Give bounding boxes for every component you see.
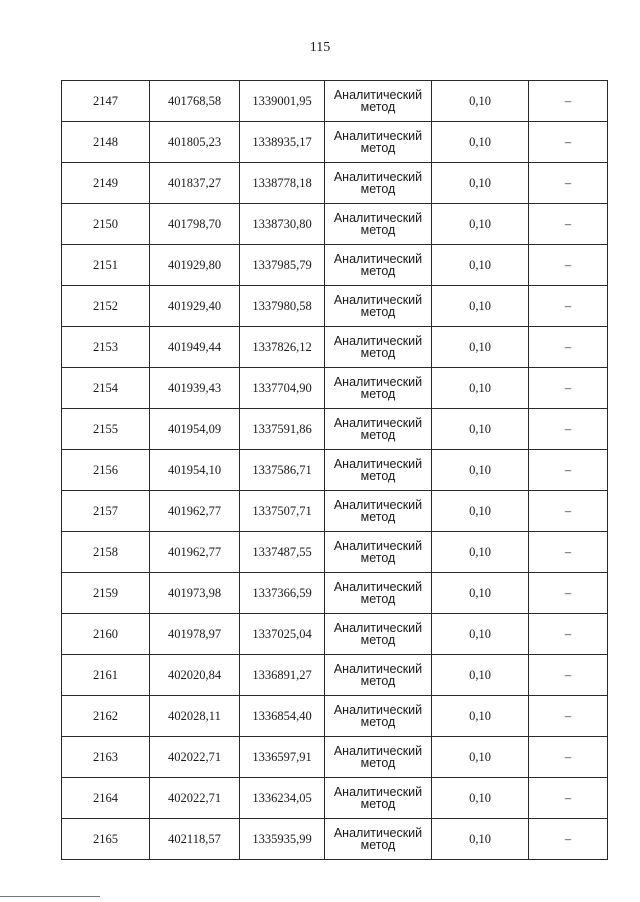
table-row bbox=[62, 409, 608, 450]
method-cell bbox=[325, 573, 432, 614]
y-coordinate-cell: 1336891,27 bbox=[240, 655, 325, 696]
table-row bbox=[62, 245, 608, 286]
method-label-line1: Аналитический bbox=[333, 784, 423, 799]
error-cell: 0,10 bbox=[432, 245, 529, 286]
table-row bbox=[62, 655, 608, 696]
y-coordinate-cell: 1336854,40 bbox=[240, 696, 325, 737]
y-coordinate-cell: 1337980,58 bbox=[240, 286, 325, 327]
method-cell bbox=[325, 368, 432, 409]
point-number-cell: 2162 bbox=[62, 696, 150, 737]
error-cell: 0,10 bbox=[432, 286, 529, 327]
y-coordinate-cell: 1337586,71 bbox=[240, 450, 325, 491]
x-coordinate-cell: 401837,27 bbox=[150, 163, 240, 204]
dash-cell: – bbox=[529, 245, 608, 286]
method-label-line1: Аналитический bbox=[333, 333, 423, 348]
point-number-cell: 2151 bbox=[62, 245, 150, 286]
table-row bbox=[62, 122, 608, 163]
dash-cell: – bbox=[529, 491, 608, 532]
error-cell: 0,10 bbox=[432, 491, 529, 532]
method-cell bbox=[325, 696, 432, 737]
x-coordinate-cell: 401768,58 bbox=[150, 81, 240, 122]
table-row bbox=[62, 204, 608, 245]
point-number-cell: 2163 bbox=[62, 737, 150, 778]
y-coordinate-cell: 1339001,95 bbox=[240, 81, 325, 122]
x-coordinate-cell: 401954,10 bbox=[150, 450, 240, 491]
method-cell bbox=[325, 327, 432, 368]
x-coordinate-cell: 401978,97 bbox=[150, 614, 240, 655]
method-cell bbox=[325, 163, 432, 204]
point-number-cell: 2152 bbox=[62, 286, 150, 327]
error-cell: 0,10 bbox=[432, 573, 529, 614]
table-row bbox=[62, 573, 608, 614]
method-label-line1: Аналитический bbox=[333, 374, 423, 389]
y-coordinate-cell: 1338730,80 bbox=[240, 204, 325, 245]
error-cell: 0,10 bbox=[432, 122, 529, 163]
method-label-line1: Аналитический bbox=[333, 251, 423, 266]
dash-cell: – bbox=[529, 286, 608, 327]
method-label-line1: Аналитический bbox=[333, 743, 423, 758]
point-number-cell: 2153 bbox=[62, 327, 150, 368]
method-label-line2: метод bbox=[360, 264, 396, 278]
method-label-line2: метод bbox=[360, 838, 396, 852]
table-row bbox=[62, 81, 608, 122]
method-label-line2: метод bbox=[360, 387, 396, 401]
method-cell bbox=[325, 532, 432, 573]
dash-cell: – bbox=[529, 614, 608, 655]
method-cell bbox=[325, 450, 432, 491]
point-number-cell: 2154 bbox=[62, 368, 150, 409]
method-label-line1: Аналитический bbox=[333, 415, 423, 430]
y-coordinate-cell: 1337985,79 bbox=[240, 245, 325, 286]
error-cell: 0,10 bbox=[432, 450, 529, 491]
method-label-line2: метод bbox=[360, 346, 396, 360]
x-coordinate-cell: 402022,71 bbox=[150, 737, 240, 778]
method-cell bbox=[325, 409, 432, 450]
dash-cell: – bbox=[529, 163, 608, 204]
method-cell bbox=[325, 819, 432, 860]
method-label-line2: метод bbox=[360, 305, 396, 319]
method-label-line1: Аналитический bbox=[333, 292, 423, 307]
y-coordinate-cell: 1336234,05 bbox=[240, 778, 325, 819]
method-label-line1: Аналитический bbox=[333, 538, 423, 553]
x-coordinate-cell: 401939,43 bbox=[150, 368, 240, 409]
method-label-line2: метод bbox=[360, 141, 396, 155]
y-coordinate-cell: 1337591,86 bbox=[240, 409, 325, 450]
y-coordinate-cell: 1337507,71 bbox=[240, 491, 325, 532]
method-label-line2: метод bbox=[360, 428, 396, 442]
method-cell bbox=[325, 778, 432, 819]
method-cell bbox=[325, 737, 432, 778]
x-coordinate-cell: 401962,77 bbox=[150, 532, 240, 573]
table-row bbox=[62, 614, 608, 655]
y-coordinate-cell: 1335935,99 bbox=[240, 819, 325, 860]
x-coordinate-cell: 401949,44 bbox=[150, 327, 240, 368]
table-row bbox=[62, 778, 608, 819]
point-number-cell: 2159 bbox=[62, 573, 150, 614]
method-cell bbox=[325, 655, 432, 696]
y-coordinate-cell: 1338935,17 bbox=[240, 122, 325, 163]
table-row bbox=[62, 491, 608, 532]
error-cell: 0,10 bbox=[432, 819, 529, 860]
method-label-line1: Аналитический bbox=[333, 210, 423, 225]
point-number-cell: 2150 bbox=[62, 204, 150, 245]
method-label-line2: метод bbox=[360, 715, 396, 729]
dash-cell: – bbox=[529, 696, 608, 737]
y-coordinate-cell: 1337025,04 bbox=[240, 614, 325, 655]
table-row bbox=[62, 696, 608, 737]
method-cell bbox=[325, 81, 432, 122]
point-number-cell: 2160 bbox=[62, 614, 150, 655]
table-row bbox=[62, 327, 608, 368]
error-cell: 0,10 bbox=[432, 737, 529, 778]
point-number-cell: 2156 bbox=[62, 450, 150, 491]
point-number-cell: 2149 bbox=[62, 163, 150, 204]
method-cell bbox=[325, 614, 432, 655]
error-cell: 0,10 bbox=[432, 778, 529, 819]
method-cell bbox=[325, 204, 432, 245]
method-cell bbox=[325, 122, 432, 163]
error-cell: 0,10 bbox=[432, 655, 529, 696]
error-cell: 0,10 bbox=[432, 696, 529, 737]
x-coordinate-cell: 401973,98 bbox=[150, 573, 240, 614]
method-label-line2: метод bbox=[360, 592, 396, 606]
point-number-cell: 2147 bbox=[62, 81, 150, 122]
method-label-line2: метод bbox=[360, 797, 396, 811]
y-coordinate-cell: 1336597,91 bbox=[240, 737, 325, 778]
method-cell bbox=[325, 245, 432, 286]
method-label-line1: Аналитический bbox=[333, 579, 423, 594]
method-cell bbox=[325, 491, 432, 532]
error-cell: 0,10 bbox=[432, 81, 529, 122]
x-coordinate-cell: 401929,40 bbox=[150, 286, 240, 327]
page-number: 115 bbox=[309, 40, 331, 55]
error-cell: 0,10 bbox=[432, 532, 529, 573]
x-coordinate-cell: 401929,80 bbox=[150, 245, 240, 286]
dash-cell: – bbox=[529, 819, 608, 860]
point-number-cell: 2157 bbox=[62, 491, 150, 532]
x-coordinate-cell: 402022,71 bbox=[150, 778, 240, 819]
method-label-line1: Аналитический bbox=[333, 497, 423, 512]
table-row bbox=[62, 163, 608, 204]
x-coordinate-cell: 401954,09 bbox=[150, 409, 240, 450]
error-cell: 0,10 bbox=[432, 204, 529, 245]
dash-cell: – bbox=[529, 778, 608, 819]
dash-cell: – bbox=[529, 532, 608, 573]
error-cell: 0,10 bbox=[432, 327, 529, 368]
dash-cell: – bbox=[529, 81, 608, 122]
method-label-line1: Аналитический bbox=[333, 620, 423, 635]
x-coordinate-cell: 402028,11 bbox=[150, 696, 240, 737]
bottom-rule bbox=[0, 896, 100, 897]
dash-cell: – bbox=[529, 573, 608, 614]
table-row bbox=[62, 819, 608, 860]
error-cell: 0,10 bbox=[432, 409, 529, 450]
dash-cell: – bbox=[529, 450, 608, 491]
table-row bbox=[62, 532, 608, 573]
method-label-line2: метод bbox=[360, 469, 396, 483]
x-coordinate-cell: 402020,84 bbox=[150, 655, 240, 696]
coordinates-table-body bbox=[62, 81, 608, 860]
point-number-cell: 2161 bbox=[62, 655, 150, 696]
dash-cell: – bbox=[529, 204, 608, 245]
method-label-line1: Аналитический bbox=[333, 87, 423, 102]
method-label-line2: метод bbox=[360, 100, 396, 114]
method-label-line1: Аналитический bbox=[333, 825, 423, 840]
x-coordinate-cell: 401805,23 bbox=[150, 122, 240, 163]
y-coordinate-cell: 1337704,90 bbox=[240, 368, 325, 409]
table-row bbox=[62, 368, 608, 409]
dash-cell: – bbox=[529, 409, 608, 450]
point-number-cell: 2155 bbox=[62, 409, 150, 450]
dash-cell: – bbox=[529, 122, 608, 163]
dash-cell: – bbox=[529, 327, 608, 368]
table-row bbox=[62, 286, 608, 327]
x-coordinate-cell: 401798,70 bbox=[150, 204, 240, 245]
error-cell: 0,10 bbox=[432, 614, 529, 655]
point-number-cell: 2164 bbox=[62, 778, 150, 819]
y-coordinate-cell: 1337826,12 bbox=[240, 327, 325, 368]
x-coordinate-cell: 401962,77 bbox=[150, 491, 240, 532]
method-label-line2: метод bbox=[360, 223, 396, 237]
y-coordinate-cell: 1338778,18 bbox=[240, 163, 325, 204]
dash-cell: – bbox=[529, 368, 608, 409]
method-label-line2: метод bbox=[360, 551, 396, 565]
method-label-line2: метод bbox=[360, 756, 396, 770]
point-number-cell: 2165 bbox=[62, 819, 150, 860]
table-row bbox=[62, 737, 608, 778]
y-coordinate-cell: 1337366,59 bbox=[240, 573, 325, 614]
method-label-line1: Аналитический bbox=[333, 169, 423, 184]
point-number-cell: 2158 bbox=[62, 532, 150, 573]
table-row bbox=[62, 450, 608, 491]
method-label-line2: метод bbox=[360, 182, 396, 196]
dash-cell: – bbox=[529, 655, 608, 696]
coordinates-table bbox=[61, 80, 608, 860]
error-cell: 0,10 bbox=[432, 163, 529, 204]
method-label-line2: метод bbox=[360, 633, 396, 647]
dash-cell: – bbox=[529, 737, 608, 778]
error-cell: 0,10 bbox=[432, 368, 529, 409]
point-number-cell: 2148 bbox=[62, 122, 150, 163]
method-label-line1: Аналитический bbox=[333, 456, 423, 471]
method-label-line1: Аналитический bbox=[333, 128, 423, 143]
method-cell bbox=[325, 286, 432, 327]
x-coordinate-cell: 402118,57 bbox=[150, 819, 240, 860]
method-label-line1: Аналитический bbox=[333, 702, 423, 717]
y-coordinate-cell: 1337487,55 bbox=[240, 532, 325, 573]
method-label-line2: метод bbox=[360, 510, 396, 524]
method-label-line1: Аналитический bbox=[333, 661, 423, 676]
method-label-line2: метод bbox=[360, 674, 396, 688]
